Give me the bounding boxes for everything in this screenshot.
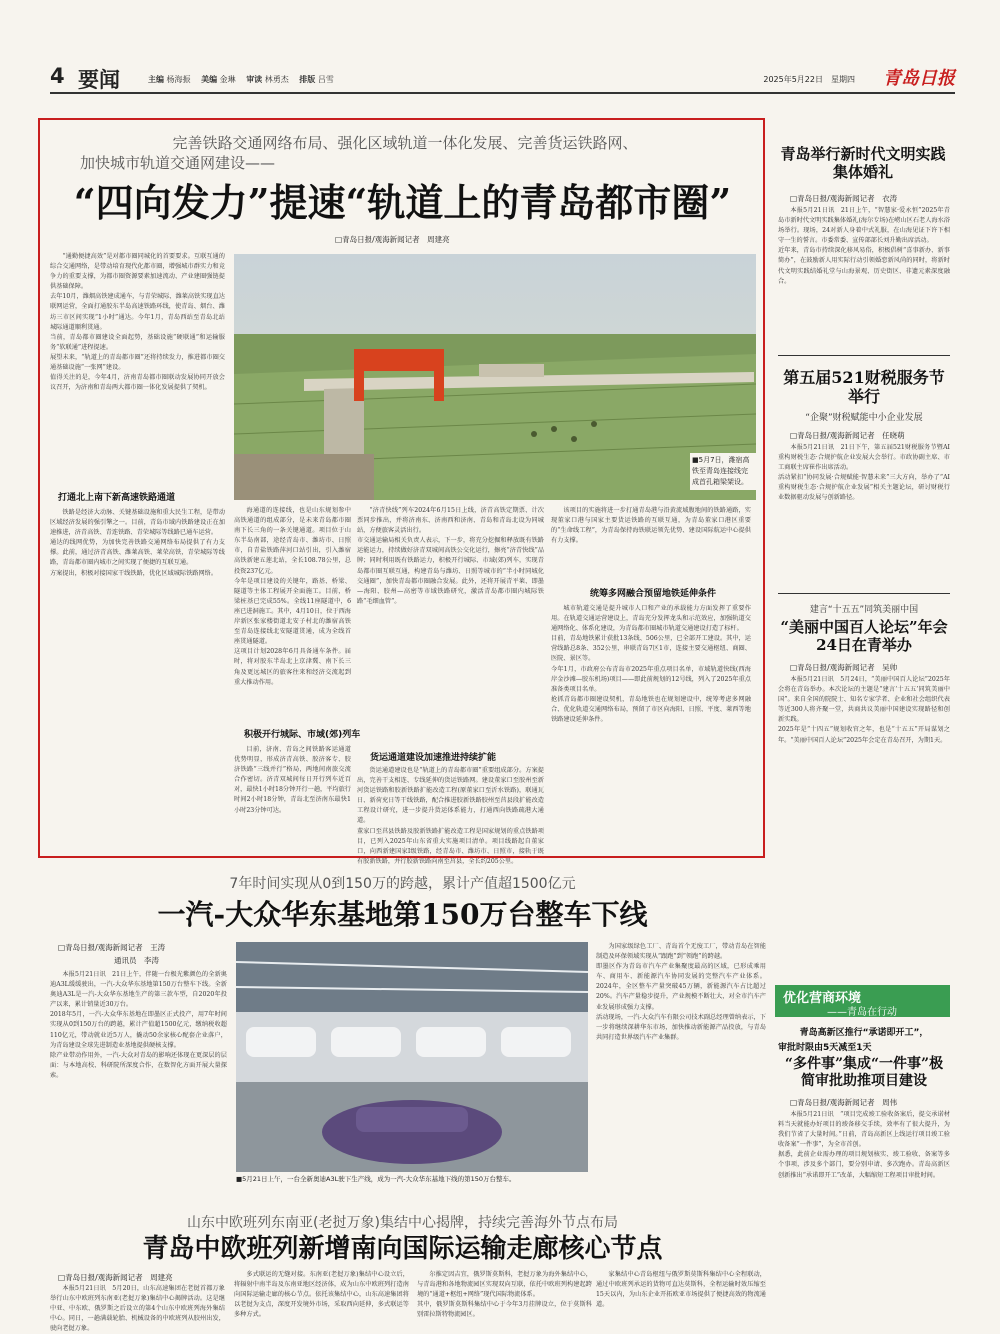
article3-column-3: 尔推定因吉宜，俄罗斯莫斯科，老挝万象为海外集结中心，与青岛港和各地物流园区实现双向互联，依托中欧班列构建起跨境的“通道+枢纽+网络”现代国际物流体系。 其中，俄罗斯莫斯科集结中心于今年3月挂牌设立，位于莫斯科别雷拉斯特物流园区。	[417, 1271, 592, 1319]
lead-kicker-2: 加快城市轨道交通网建设——	[80, 154, 276, 172]
banner-main-text: 优化营商环境	[783, 991, 862, 1006]
lead-subhead-4: 统筹多网融合预留地铁延伸条件	[590, 589, 717, 599]
lead-column-2b: 目前，济南、青岛之间铁路客运通道优势明显，形成济青高铁、胶济客专、胶济铁路“三线并行”格局，两地间南旅交流合作密切。济青双城间每日开行列车近百对，最快1小时18分钟开行一趟，平均旅行时间2小时18分钟，青岛北至济南东最快1小时23分钟可达。	[234, 746, 351, 814]
right-story-2-title: 第五届521财税服务节举行	[783, 368, 945, 407]
right-story-4-title: “多件事”集成“一件事”极简审批助推项目建设	[784, 1056, 944, 1089]
article3-headline: 青岛中欧班列新增南向国际运输走廊核心节点	[142, 1234, 663, 1264]
lead-kicker-1: 完善铁路交通网络布局、强化区域轨道一体化发展、完善货运铁路网、	[172, 134, 638, 152]
article2-column-1: 本报5月21日讯 21日上午，伴随一台极光紫颜色的全新奥迪A3L缓缓驶出，一汽-大众华东基地第150万台整车下线。全新奥迪A3L是一汽-大众华东基地生产的第三款车型，自2020年投产以来，累计销量近30万台。 2018年5月，一汽-大众华东基地在即墨区正式投产，用7年时间实现从0到150万台的跨越，累计产值超1500亿元，缴纳税收超110亿元，带动就业近5万人，撬动50余家核心配套企业落户，为青岛建设全球先进制造业基地提供硬核支撑。 除产业带动作用外，一汽-大众对青岛的影响还体现在更深层的层面：与本地高校、科研院所深度合作，在数智化方面开展大量探索。	[50, 971, 227, 1079]
business-environment-banner	[775, 985, 950, 1017]
article3-column-4: 家集结中心青岛枢纽与俄罗斯莫斯科集结中心全程联动，通过中欧班列承运的货物可直达莫斯科，全程运输时效压缩至15天以内，为山东企业开拓欧亚市场提供了便捷高效的物流通道。	[596, 1271, 766, 1309]
right-story-2-byline: □青岛日报/观海新闻记者 任晓萌	[790, 431, 905, 440]
right-story-2-body: 本报5月21日讯 21日下午，第五届521财税服务节暨AI重构财税生态·合规护航企业发展大会举行。市政协副主席、市工商联主席崔作出席活动。 活动紧扣“协同发展·合规赋能·智慧未来”三大方向，举办了“AI重构财税生态·合规护航企业发展”相关主题论坛，研讨财税行业数据驱动发展与创新路径。	[778, 444, 950, 502]
lead-photo-railway	[234, 254, 756, 500]
right-divider-1	[778, 355, 950, 356]
lead-subhead-3: 货运通道建设加速推进持续扩能	[370, 753, 497, 763]
page-number: 4	[50, 64, 65, 88]
article2-kicker: 7年时间实现从0到150万的跨越，累计产值超1500亿元	[229, 876, 576, 892]
lead-subhead-2: 积极开行城际、市域(郊)列车	[244, 730, 361, 740]
lead-column-1b: 铁路是经济大动脉、关键基础设施和重大民生工程，是带动区域经济发展的强引擎之一。目前，青岛市域内铁路建设正在加速推进，济青高铁、青连铁路、青荣城际等线路已通车运营。 通达的线网优势，为加快完善铁路交通网络布局提供了有力支撑。此前，通过济青高铁、潍莱高铁、莱荣高铁，青荣城际等线路，青岛都市圈内城市之间实现了便捷的互联互通。 方案提出，积极对接国家干线铁路，优化区域城际铁路网络。	[50, 509, 225, 577]
lead-column-3: “济青快线”列车2024年6月15日上线，济青高铁定期票、计次票同步推出，并将济南东、济南西和济南、青岛和青岛北设为同城站，方便旅客灵活出行。 市交通运输局相关负责人表示，下一步，将充分挖掘和释放既有铁路运能运力，持续做好济青双城间高铁公交化运行，擦亮“济青快线”品牌；同时利用既有铁路运力，积极开行城际、市域(郊)列车，实现青岛都市圈互联互通，构建青岛与潍坊、日照等城市的“半小时同城化交通圈”，加快青岛都市圈融合发展。此外，还将开展青平莱、即墨—海阳、胶州—高密等市域铁路研究，激活青岛都市圈内城际铁路“毛细血管”。	[357, 507, 544, 605]
lead-column-1: “通勤便捷高效”是对都市圈同城化的首要要求。互联互通的综合交通网络，是带动培育现代化都市圈，增强城市群实力和竞争力的重要支撑，为都市圈资源要素加速流动、产业建圈强链提供基础保障。 去年10月，潍烟高铁建成通车，与青荣城际、潍莱高铁实现直达联网运营，全面打通胶东半岛高速铁路环线，使青岛、烟台、潍坊三市区间实现“1小时”通达。今年1月，青岛西站至青岛北站城际通道顺利贯通。 当前，青岛都市圈建设全面起势，基础设施“硬联通”和运输服务“软联通”进程提速。 展望未来，“轨道上的青岛都市圈”还将持续发力，推进都市圈交通基础设施“一张网”建设。 值得关注的是，今年4月，济南青岛都市圈联动发展协同开放会议召开，为济南和青岛两大都市圈一体化发展提供了契机。	[50, 253, 225, 392]
right-story-3-title: “美丽中国百人论坛”年会24日在青举办	[780, 618, 948, 654]
article2-photo-car-plant	[236, 942, 588, 1172]
right-story-4-kicker-2: 审批时限由5天减至1天	[778, 1043, 872, 1053]
article3-column-1: 本报5月21日讯 5月20日，山东高速集团在老挝首都万象举行山东中欧班列东南亚(老挝万象)集结中心揭牌活动。这是继中亚、中东欧、俄罗斯之后设立的第4个山东中欧班列海外集结中心。同日，一趟满载轮胎、机械设备的中欧班列从胶州出发，驶向老挝万象。	[50, 1285, 225, 1333]
lead-column-2: 海通道的连接线，也是山东规划参中高铁通道的组成部分，是未来青岛都市圈南下长三角的一条关键通道。项目位于山东半岛南部，途经青岛市、潍坊市、日照市，自青盐铁路萍河口站引出，引入潍宿高铁新建五莲北站，全长108.78公里，总投资237亿元。 今年是项目建设的关键年，路基、桥梁、隧道等主体工程展开全面施工。目前，桥梁桩基已完成55%。全线11座隧道中，6座已进洞施工。其中，4月10日，位于西海岸新区张家楼街道北安子村北的潍宿高铁至青岛连接线北安隧道贯通，成为全线首座贯通隧道。 这项目计划2028年6月具备通车条件。届时，将对胶东半岛北上京津冀、南下长三角及更远城区的旅客往来和经济交流起到重大推动作用。	[234, 507, 351, 686]
issue-date: 2025年5月22日 星期四	[763, 75, 855, 84]
railway-construction-image	[234, 254, 756, 500]
page-name: 要闻	[78, 67, 120, 92]
article2-photo-caption: ■5月21日上午，一台全新奥迪A3L驶下生产线，成为一汽-大众华东基地下线的第150万台整车。	[236, 1175, 516, 1183]
article2-byline-2: 通讯员 李涛	[114, 956, 159, 965]
article3-kicker: 山东中欧班列东南亚(老挝万象)集结中心揭牌，持续完善海外节点布局	[187, 1215, 618, 1231]
right-story-3-body: 本报5月21日讯 5月24日，“美丽中国百人论坛”2025年会将在青岛举办。本次论坛的主题是“建言‘十五五’同筑美丽中国”。来自全国的院院士、知名专家学者、企业和社会组织代表等近300人将齐聚一堂，共商共议美丽中国建设实现路径和创新实践。 2025年是“十四五”规划收官之年，也是“十五五”开局谋划之年。“美丽中国百人论坛”2025年会定在青岛召开，为期1天。	[778, 676, 950, 744]
right-story-3-byline: □青岛日报/观海新闻记者 吴帅	[790, 663, 898, 672]
lead-byline: □青岛日报/观海新闻记者 周建亮	[335, 235, 450, 244]
lead-photo-caption: ■5月7日，潍宿高铁至青岛连接线完成首孔箱梁架设。	[690, 453, 756, 490]
lead-column-4b: 城市轨道交通是提升城市人口和产业的承载能力方面发挥了重要作用。在轨道交通运营建设上，青岛充分发挥龙头和示范效应，加强轨道交通网络化、体系化建设，为青岛都市圈城市轨道交通建设打造了标杆。 目前，青岛地铁累计获批13条线、506公里，已全部开工建设。其中，运营线路总8条、352公里，串联青岛7区1市，连接主要交通枢纽、商圈、医院、景区等。 今年1月，市政府公布青岛市2025年重点项目名单，市域轨道快线(西海岸金沙滩—胶东机场)项目——即此前规划的12号线，列入了2025年重点准备类项目名单。 抢抓青岛都市圈建设契机，青岛地铁也在规划建设中，统筹考虑多网融合、优化轨道交通网络布局，预留了市区向海阳、日照、平度、莱西等地铁路建设延伸条件。	[551, 605, 751, 724]
article3-byline: □青岛日报/观海新闻记者 周建亮	[58, 1273, 173, 1282]
right-story-4-byline: □青岛日报/观海新闻记者 周伟	[790, 1098, 898, 1107]
right-story-1-byline: □青岛日报/观海新闻记者 衣涛	[790, 194, 898, 203]
lead-headline: “四向发力”提速“轨道上的青岛都市圈”	[73, 180, 732, 225]
lead-subhead-1: 打通北上南下新高速铁路通道	[58, 493, 176, 503]
masthead-logo: 青岛日报	[883, 68, 955, 89]
right-story-4-kicker-1: 青岛高新区推行“承诺即开工”，	[799, 1028, 929, 1038]
article3-column-2: 多式联运的无缝对接。东南亚(老挝万象)集结中心设立后，将辐射中南半岛及东南亚地区经济体，成为山东中欧班列打造南向国际运输走廊的核心节点。依托该集结中心，山东高速集团将以老挝为支点，深度开发境外市场，采取西向延伸，多式联运等多种方式。	[234, 1271, 409, 1319]
right-story-3-kicker: 建言“十五五”同筑美丽中国	[809, 605, 919, 615]
article2-byline-1: □青岛日报/观海新闻记者 王涛	[58, 943, 166, 952]
right-story-1-title: 青岛举行新时代文明实践集体婚礼	[780, 145, 946, 181]
banner-sub-text: ——青岛在行动	[827, 1007, 897, 1018]
article2-column-3: 为国家级绿色工厂、青岛首个无废工厂，带动青岛在智能制造及环保领域实现从“跟跑”到“领跑”的跨越。 即墨区作为青岛市汽车产业集聚度最高的区域，已形成乘用车、商用车、新能源汽车协同发展的完整汽车产业体系。2024年，全区整车产量突破45万辆，新能源汽车占比超过20%。汽车产量稳步提升，产业规模不断壮大，对全市汽车产业发展形成强力支撑。 活动现场，一汽-大众汽车有限公司技术副总经理曾纳表示，下一步将继续深耕华东市场，加快推动新能源产品投放，与青岛共同打造世界级汽车产业集群。	[596, 943, 766, 1041]
right-divider-2	[778, 593, 950, 594]
page-header	[50, 64, 955, 94]
right-story-2-subtitle: “企聚”财税赋能中小企业发展	[805, 413, 923, 423]
right-story-4-body: 本报5月21日讯 “项目完成竣工验收备案后，提交承诺材料当天就能办好项目的竣备移交手续，效率有了很大提升，为我们节省了大量时间。”日前，青岛高新区上线运行项目竣工验收备案“一件事”，为全市首创。 据悉，此前企业需办理的项目规划核实、竣工验收、备案等多个事项，涉及多个部门，要分别申请、多次跑办。青岛高新区创新推出“承诺即开工”改革，大幅缩短工程项目审批时间。	[778, 1111, 950, 1179]
page-credits: 主编 杨海振 美编 金琳 审读 林勇杰 排版 吕雪	[148, 75, 334, 84]
car-assembly-image	[236, 942, 588, 1172]
right-story-1-body: 本报5月21日讯 21日上午，“智慧家·爱永恒”2025年青岛市新时代文明实践集体婚礼(海尔专场)在崂山区石老人海水浴场举行。现场，24对新人身着中式礼服，在山海见证下许下相守一生的誓言。市委常委、宣传部部长刘升勤出席活动。 近年来，青岛市持续深化移风易俗，积极倡树“喜事新办、新事简办”，在鼓励新人用实际行动引领婚恋新风尚的同时，将新时代文明实践结婚礼堂与山海景观、历史街区、非遗元素深度融合。	[778, 207, 950, 285]
article2-headline: 一汽-大众华东基地第150万台整车下线	[157, 898, 648, 931]
lead-column-3b: 货运通道建设也是“轨道上的青岛都市圈”重要组成部分。方案提出，完善干支相连、专线延伸的货运铁路网。建设董家口至胶州至新河货运铁路和胶新铁路扩能改造工程(原董家口至沂水铁路)，联通瓦日、新荷兖日等干线铁路，配合推进胶新铁路胶州至莒县段扩能改造工程设计研究，进一步提升货运体系能力，打通西向铁路疏港大通道。 董家口至莒县铁路及胶新铁路扩能改造工程是国家规划的重点铁路项目，已列入2025年山东省重大实施项目清单。项目线路起自董家口，向西新建国家Ⅰ级铁路，经青岛市、潍坊市、日照市，接轨于既有胶新铁路，并行胶新铁路向南至莒县，全长约205公里。	[357, 767, 544, 865]
lead-column-4: 该项目的实施将进一步打通青岛港与沿黄流域腹地间的铁路通路，实现董家口港与国家主要货运铁路的互联互通，为青岛董家口港区重要的“生命线工程”，为青岛保持海铁联运领先优势、建设国际航运中心提供有力支撑。	[551, 507, 751, 545]
